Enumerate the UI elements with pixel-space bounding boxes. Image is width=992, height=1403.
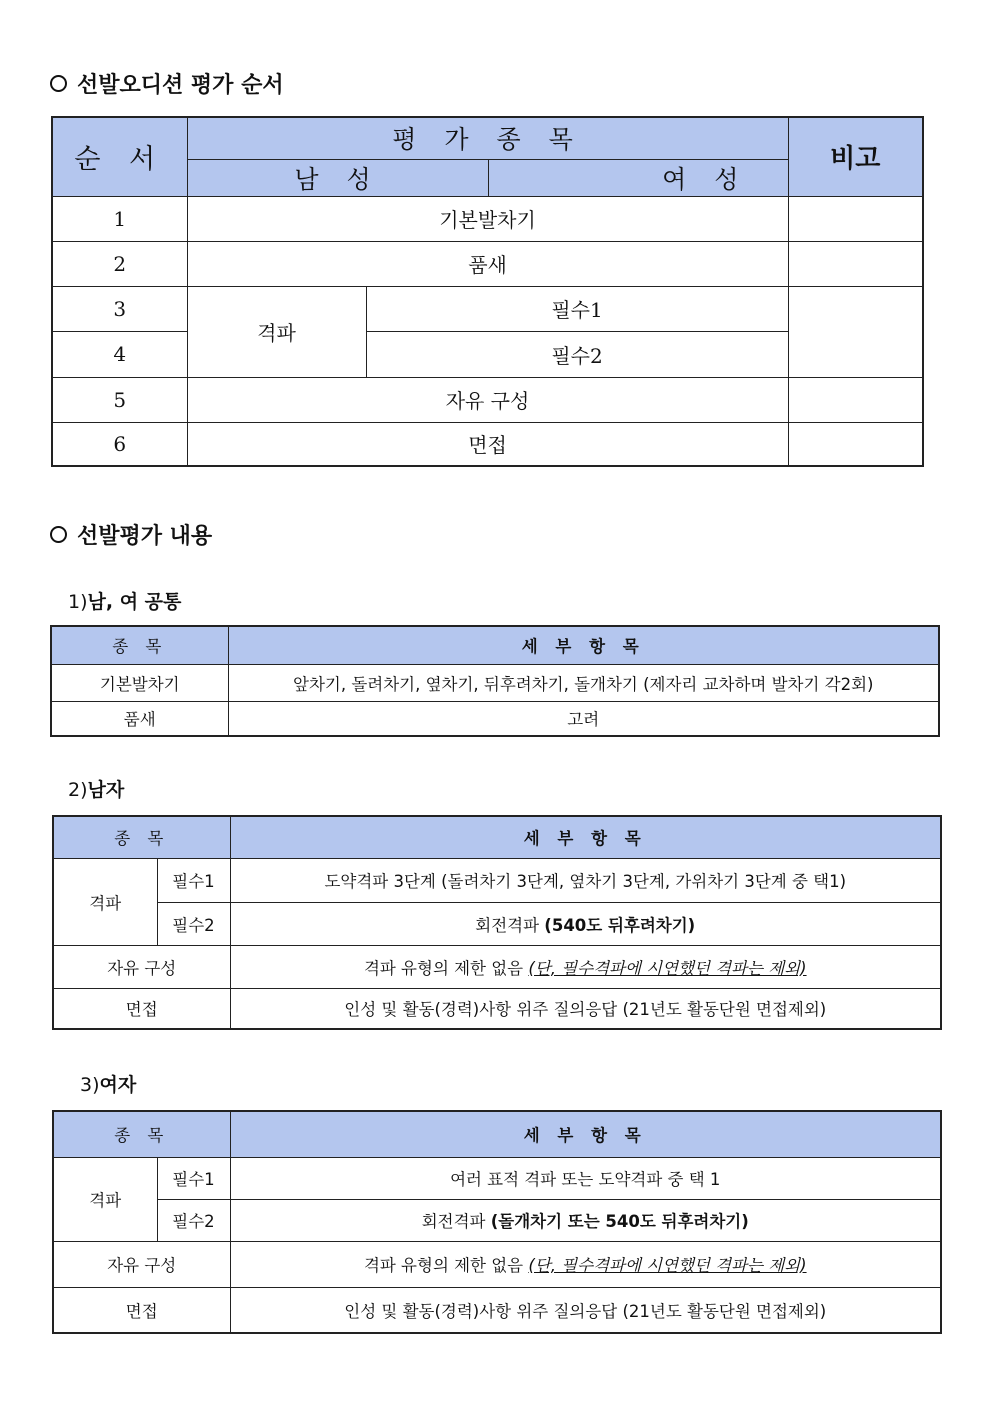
section-title-order-text: 선발오디션 평가 순서 bbox=[77, 73, 284, 98]
req1-cell: 필수1 bbox=[157, 858, 230, 902]
order-note bbox=[788, 241, 923, 286]
header-detail: 세 부 항 목 bbox=[230, 1111, 941, 1157]
table-row bbox=[52, 241, 923, 286]
detail-cell: 회전격파 (540도 뒤후려차기) bbox=[230, 902, 941, 945]
order-number: 1 bbox=[52, 196, 187, 241]
req2-cell: 필수2 bbox=[157, 1199, 230, 1241]
common-table bbox=[50, 625, 940, 737]
detail-cell: 고려 bbox=[228, 701, 939, 736]
detail-cell: 도약격파 3단계 (돌려차기 3단계, 옆차기 3단계, 가위차기 3단계 중 택1) bbox=[230, 858, 941, 902]
order-number: 2 bbox=[52, 241, 187, 286]
order-number: 6 bbox=[52, 422, 187, 466]
group-cell: 격파 bbox=[53, 858, 157, 945]
order-item: 필수1 bbox=[366, 286, 788, 331]
table-row bbox=[52, 422, 923, 466]
table-row bbox=[52, 196, 923, 241]
circle-bullet-icon bbox=[50, 526, 67, 543]
header-note: 비고 bbox=[788, 117, 923, 196]
item-cell: 면접 bbox=[53, 988, 230, 1029]
order-item: 품새 bbox=[187, 241, 788, 286]
order-number: 3 bbox=[52, 286, 187, 331]
order-note bbox=[788, 422, 923, 466]
order-item: 필수2 bbox=[366, 331, 788, 377]
female-table bbox=[52, 1110, 942, 1334]
subsection-male: 2)남자 bbox=[68, 779, 125, 801]
section-title-content-text: 선발평가 내용 bbox=[77, 524, 213, 549]
header-detail: 세 부 항 목 bbox=[228, 626, 939, 664]
order-item: 기본발차기 bbox=[187, 196, 788, 241]
header-male: 남 성 bbox=[187, 159, 488, 196]
header-item: 종 목 bbox=[51, 626, 228, 664]
table-row bbox=[53, 1287, 941, 1333]
table-row bbox=[53, 1157, 941, 1199]
item-cell: 자유 구성 bbox=[53, 945, 230, 988]
table-row bbox=[53, 1241, 941, 1287]
detail-cell: 인성 및 활동(경력)사항 위주 질의응답 (21년도 활동단원 면접제외) bbox=[230, 1287, 941, 1333]
table-row bbox=[52, 377, 923, 422]
subsection-female: 3)여자 bbox=[80, 1074, 137, 1096]
header-item: 종 목 bbox=[53, 816, 230, 858]
order-note bbox=[788, 286, 923, 377]
detail-cell: 여러 표적 격파 또는 도약격파 중 택 1 bbox=[230, 1157, 941, 1199]
order-number: 4 bbox=[52, 331, 187, 377]
table-row bbox=[53, 858, 941, 902]
table-row bbox=[52, 286, 923, 331]
item-cell: 면접 bbox=[53, 1287, 230, 1333]
table-row bbox=[51, 664, 939, 701]
item-cell: 기본발차기 bbox=[51, 664, 228, 701]
section-title-order bbox=[50, 68, 284, 99]
table-row bbox=[53, 902, 941, 945]
item-cell: 자유 구성 bbox=[53, 1241, 230, 1287]
subsection-common: 1)남, 여 공통 bbox=[68, 591, 182, 613]
header-item: 종 목 bbox=[53, 1111, 230, 1157]
detail-cell: 인성 및 활동(경력)사항 위주 질의응답 (21년도 활동단원 면접제외) bbox=[230, 988, 941, 1029]
table-row bbox=[53, 988, 941, 1029]
header-items: 평 가 종 목 bbox=[187, 117, 788, 159]
table-row bbox=[53, 1199, 941, 1241]
table-row bbox=[53, 945, 941, 988]
order-note bbox=[788, 377, 923, 422]
table-row bbox=[51, 701, 939, 736]
detail-cell: 격파 유형의 제한 없음 (단, 필수격파에 시연했던 격파는 제외) bbox=[230, 945, 941, 988]
order-item: 자유 구성 bbox=[187, 377, 788, 422]
male-table bbox=[52, 815, 942, 1030]
circle-bullet-icon bbox=[50, 75, 67, 92]
item-cell: 품새 bbox=[51, 701, 228, 736]
section-title-content bbox=[50, 519, 212, 550]
header-detail: 세 부 항 목 bbox=[230, 816, 941, 858]
group-cell: 격파 bbox=[53, 1157, 157, 1241]
detail-cell: 앞차기, 돌려차기, 옆차기, 뒤후려차기, 돌개차기 (제자리 교차하며 발차기 각2회) bbox=[228, 664, 939, 701]
order-group: 격파 bbox=[187, 286, 366, 377]
order-item: 면접 bbox=[187, 422, 788, 466]
detail-cell: 회전격파 (돌개차기 또는 540도 뒤후려차기) bbox=[230, 1199, 941, 1241]
header-order: 순 서 bbox=[52, 117, 187, 196]
req1-cell: 필수1 bbox=[157, 1157, 230, 1199]
order-table bbox=[51, 116, 924, 467]
order-note bbox=[788, 196, 923, 241]
req2-cell: 필수2 bbox=[157, 902, 230, 945]
detail-cell: 격파 유형의 제한 없음 (단, 필수격파에 시연했던 격파는 제외) bbox=[230, 1241, 941, 1287]
order-number: 5 bbox=[52, 377, 187, 422]
header-female: 여 성 bbox=[488, 159, 923, 196]
